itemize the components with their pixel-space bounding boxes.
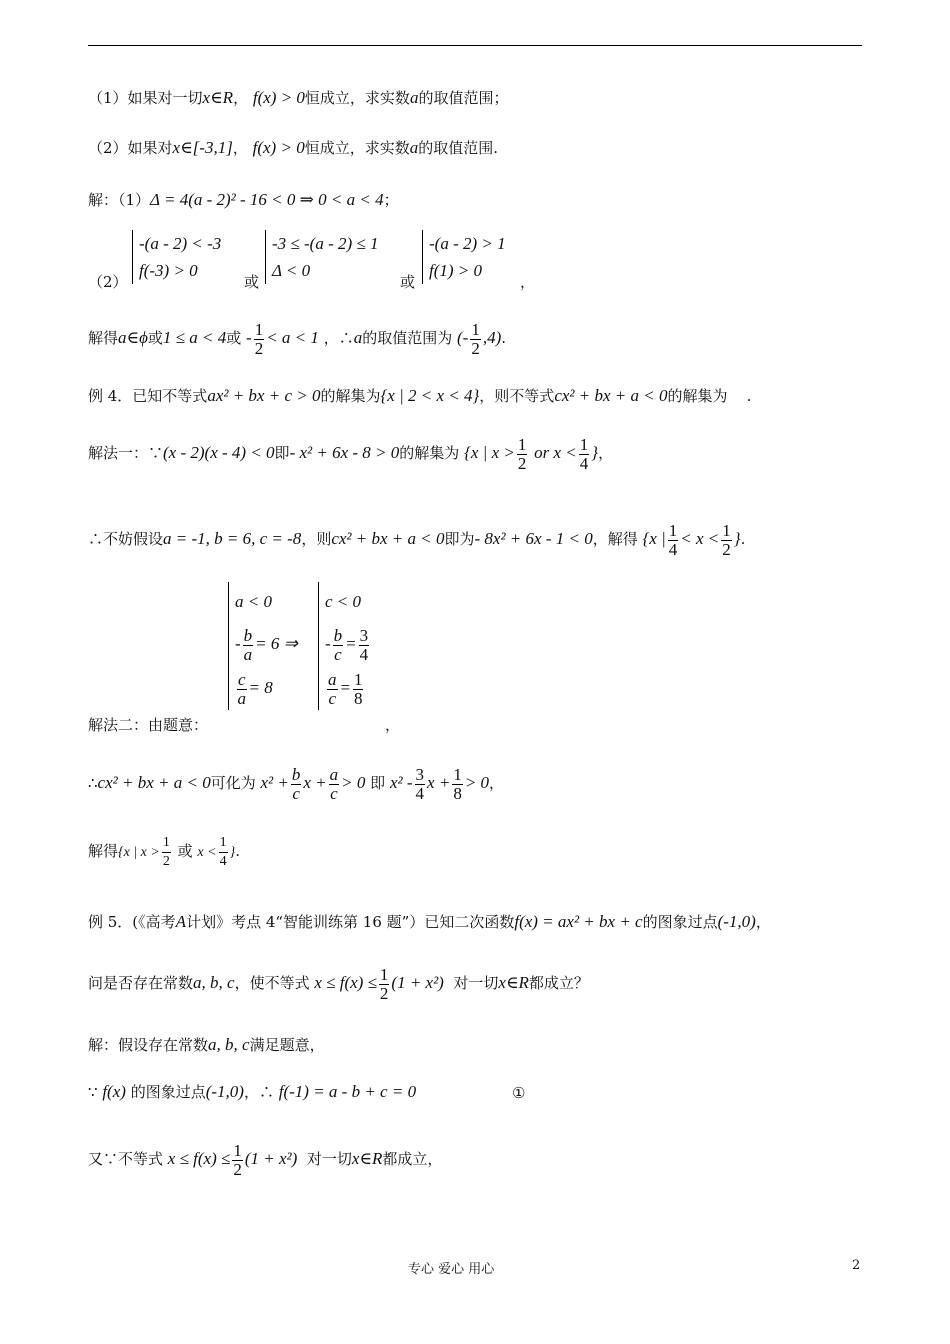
math: x² + (260, 773, 289, 792)
fraction (379, 966, 390, 1003)
numerator: a (328, 669, 337, 689)
text: ， (520, 273, 536, 291)
system-row (235, 622, 298, 666)
math: a∈ϕ (118, 328, 148, 347)
text: 解：（1） (88, 191, 151, 209)
math: 1 ≤ a < 4 (162, 328, 227, 347)
system-2 (265, 230, 378, 284)
example-4 (88, 386, 751, 406)
denominator: 2 (471, 338, 480, 358)
text: 例 5．(《高考 (88, 913, 176, 931)
math: (x - 2)(x - 4) < 0 (163, 443, 275, 462)
fraction (353, 671, 364, 708)
denominator: c (334, 644, 342, 664)
numerator: a (329, 764, 339, 784)
denominator: 4 (359, 644, 369, 664)
fraction (327, 671, 338, 708)
method-2-label (88, 715, 208, 735)
fraction (329, 766, 340, 803)
text: 恒成立，求实数 (304, 89, 410, 107)
math: ,4) (482, 328, 502, 347)
text: . (740, 530, 746, 548)
denominator: 4 (579, 453, 589, 473)
numerator: 3 (415, 764, 425, 784)
math: f(x) > 0 (252, 138, 305, 157)
text: （2）如果对 (88, 139, 173, 157)
math: x ≤ f(x) ≤ (314, 973, 377, 992)
system-row (325, 666, 371, 710)
math: or x < (534, 443, 577, 462)
denominator: 8 (353, 688, 363, 708)
text: ， (233, 89, 249, 107)
system-b (318, 582, 371, 710)
math: - x² + 6x - 8 > 0 (289, 443, 400, 462)
text: 解法一：∵ (88, 444, 164, 462)
math: x ≤ f(x) ≤ (167, 1149, 231, 1168)
fraction (359, 627, 370, 664)
text: 解法二：由题意： (88, 716, 209, 734)
fraction (517, 436, 528, 473)
text: 的解集为 (399, 444, 460, 462)
math: = (345, 634, 357, 653)
math: f(x) > 0 (252, 88, 305, 107)
math: (-1,0) (205, 1082, 244, 1101)
numerator: 1 (471, 319, 480, 339)
denominator: 2 (233, 1159, 242, 1179)
text: 解：假设存在常数 (88, 1036, 209, 1054)
math: cx² + bx + a < 0 (331, 529, 445, 548)
fraction (668, 522, 679, 559)
system-a (228, 582, 298, 710)
fraction (579, 436, 590, 473)
fraction (237, 671, 247, 708)
math: (- (457, 328, 469, 347)
system-row (235, 666, 298, 710)
text: ，则不等式 (479, 387, 555, 405)
denominator: 2 (254, 338, 264, 358)
text: ， (232, 139, 248, 157)
text: . (746, 387, 752, 405)
numerator: 1 (722, 520, 731, 540)
example-5-solution-1 (88, 1035, 325, 1055)
method-2-result (88, 830, 240, 874)
math: A (175, 912, 187, 931)
math: cx² + bx + a < 0 (554, 386, 668, 405)
numerator: 1 (668, 520, 678, 540)
system-row: f(1) > 0 (429, 261, 483, 280)
system-row: -(a - 2) > 1 (429, 234, 506, 253)
fraction (243, 627, 254, 664)
text: . (235, 842, 240, 860)
solution-1 (88, 190, 399, 210)
numerator: 1 (162, 834, 171, 853)
system-row: f(-3) > 0 (139, 261, 198, 280)
page-number: 2 (852, 1258, 861, 1273)
text: ， (489, 774, 505, 792)
text: ∴不妨假设 (88, 530, 164, 548)
text: ，∴ (243, 1083, 274, 1101)
text: 计划》考点 4“智能训练第 16 题”）已知二次函数 (186, 913, 515, 931)
text: ，则 (301, 530, 332, 548)
system-row: -3 ≤ -(a - 2) ≤ 1 (272, 234, 379, 253)
math: (1 + x²) (391, 973, 444, 992)
denominator: 4 (668, 539, 678, 559)
system-1 (132, 230, 221, 284)
denominator: 4 (415, 783, 425, 803)
math: x < (197, 845, 217, 860)
math: = 8 (248, 678, 273, 697)
numerator: c (238, 669, 246, 689)
text: 或 (147, 329, 163, 347)
numerator: 3 (359, 625, 369, 645)
text: 都成立？ (528, 974, 589, 992)
text: . (501, 329, 507, 347)
math: cx² + bx + a < 0 (97, 773, 211, 792)
numerator: 1 (453, 764, 462, 784)
text: 的解集为 (667, 387, 728, 405)
denominator: 2 (722, 539, 731, 559)
denominator: a (243, 644, 253, 664)
math: } (591, 443, 599, 462)
example-5-solution-3 (88, 1138, 442, 1180)
system-row (325, 622, 371, 666)
text: ，使不等式 (234, 974, 310, 992)
numerator: b (333, 625, 343, 645)
math: - (325, 634, 331, 653)
math: } (229, 845, 236, 860)
text: 即 (274, 444, 290, 462)
fraction (415, 766, 426, 803)
math: a (353, 328, 363, 347)
math: > 0 (341, 773, 366, 792)
math: {x | x > (464, 443, 515, 462)
denominator: 2 (379, 983, 389, 1003)
text: 解得 (88, 842, 119, 860)
denominator: 2 (162, 853, 170, 869)
numerator: 1 (233, 1140, 242, 1160)
math: < a < 1 (266, 328, 319, 347)
or-2 (400, 272, 415, 292)
math: Δ = 4(a - 2)² - 16 < 0 ⇒ 0 < a < 4 (150, 190, 384, 209)
fraction (254, 321, 265, 358)
text: 满足题意， (249, 1036, 325, 1054)
text: ，解得 (592, 530, 638, 548)
math: = 6 ⇒ (255, 634, 298, 653)
numerator: 1 (379, 964, 389, 984)
math: f(x) = ax² + bx + c (514, 912, 643, 931)
text: 解得 (88, 329, 119, 347)
text: ， (755, 913, 771, 931)
text: 的取值范围； (418, 89, 509, 107)
text: 又∵不等式 (88, 1150, 164, 1168)
fraction (232, 1142, 243, 1179)
numerator: b (243, 625, 253, 645)
text: 例 4．已知不等式 (88, 387, 208, 405)
text: 或 (226, 329, 242, 347)
text: 或 (177, 842, 193, 860)
example-5 (88, 912, 771, 932)
comma (385, 715, 400, 735)
denominator: 2 (517, 453, 527, 473)
numerator: 1 (219, 834, 228, 853)
circled-number-1: ① (512, 1084, 526, 1102)
text: 或 (244, 273, 260, 291)
math: x² - (389, 773, 413, 792)
fraction (333, 627, 344, 664)
example-5-solution-2 (88, 1082, 416, 1102)
math: {x | x > (118, 845, 160, 860)
text: ， (598, 444, 614, 462)
question-2 (88, 138, 498, 158)
text: ； (383, 191, 399, 209)
math: f(x) (102, 1082, 126, 1101)
math: {x | (642, 529, 666, 548)
text: 对一切 (306, 1150, 352, 1168)
math: } (733, 529, 741, 548)
text: ， (385, 716, 401, 734)
system-row: -(a - 2) < -3 (139, 234, 222, 253)
numerator: 1 (254, 319, 264, 339)
header-rule (88, 45, 862, 46)
solution-2-label (88, 272, 128, 292)
numerator: 1 (579, 434, 589, 454)
numerator: 1 (353, 669, 363, 689)
text: 恒成立，求实数 (304, 139, 410, 157)
text: 的解集为 (320, 387, 381, 405)
math: x + (303, 773, 327, 792)
text: 对一切 (453, 974, 499, 992)
math: x∈R (202, 88, 234, 107)
solution-range (88, 318, 506, 358)
text: ∴ (88, 774, 98, 792)
math: {x | 2 < x < 4} (380, 386, 480, 405)
system-3 (422, 230, 506, 284)
math: a = -1, b = 6, c = -8 (163, 529, 302, 548)
math: < x < (680, 529, 720, 548)
text: 的取值范围. (418, 139, 498, 157)
math: x∈[-3,1] (172, 138, 233, 157)
text: 或 (400, 273, 416, 291)
math: > 0 (464, 773, 490, 792)
system-row: c < 0 (325, 592, 362, 611)
denominator: c (292, 783, 300, 803)
math: = (339, 678, 351, 697)
text: 即为 (444, 530, 475, 548)
text: 的图象过点 (642, 913, 718, 931)
example-5-line-2 (88, 962, 589, 1004)
math: x + (427, 773, 451, 792)
numerator: b (291, 764, 301, 784)
method-1-line-2 (88, 518, 745, 560)
fraction (470, 321, 481, 358)
math: f(-1) = a - b + c = 0 (278, 1082, 417, 1101)
math: (-1,0) (717, 912, 756, 931)
system-row: Δ < 0 (272, 261, 311, 280)
or-1 (244, 272, 259, 292)
denominator: 4 (219, 853, 227, 869)
method-2-line-2 (88, 762, 504, 804)
text: 的图象过点 (130, 1083, 206, 1101)
denominator: c (330, 783, 338, 803)
method-1-line-1 (88, 432, 613, 474)
math: ax² + bx + c > 0 (207, 386, 321, 405)
numerator: 1 (517, 434, 527, 454)
math: (1 + x²) (244, 1149, 298, 1168)
math: x∈R (498, 973, 529, 992)
math: x∈R (351, 1149, 383, 1168)
math: a, b, c (193, 973, 235, 992)
question-1 (88, 88, 508, 108)
text: 问是否存在常数 (88, 974, 194, 992)
text: 都成立， (382, 1150, 443, 1168)
text: 可化为 (210, 774, 256, 792)
denominator: c (328, 688, 337, 708)
text: （2） (88, 273, 128, 291)
math: - 8x² + 6x - 1 < 0 (474, 529, 593, 548)
text: 即 (370, 774, 386, 792)
math: a, b, c (208, 1035, 250, 1054)
fraction (219, 834, 228, 871)
text: （1）如果对一切 (88, 89, 203, 107)
text: ∵ (88, 1083, 98, 1101)
math: - (246, 328, 252, 347)
math: - (235, 634, 241, 653)
math: a (409, 138, 419, 157)
comma (520, 272, 535, 292)
math: a (409, 88, 419, 107)
footer-motto: 专心 爱心 用心 (408, 1262, 495, 1277)
fraction (291, 766, 302, 803)
denominator: a (237, 688, 247, 708)
fraction (721, 522, 732, 559)
denominator: 8 (453, 783, 462, 803)
text: ，∴ (323, 329, 354, 347)
text: 的取值范围为 (362, 329, 453, 347)
fraction (452, 766, 463, 803)
system-row: a < 0 (235, 592, 272, 611)
fraction (162, 834, 171, 871)
